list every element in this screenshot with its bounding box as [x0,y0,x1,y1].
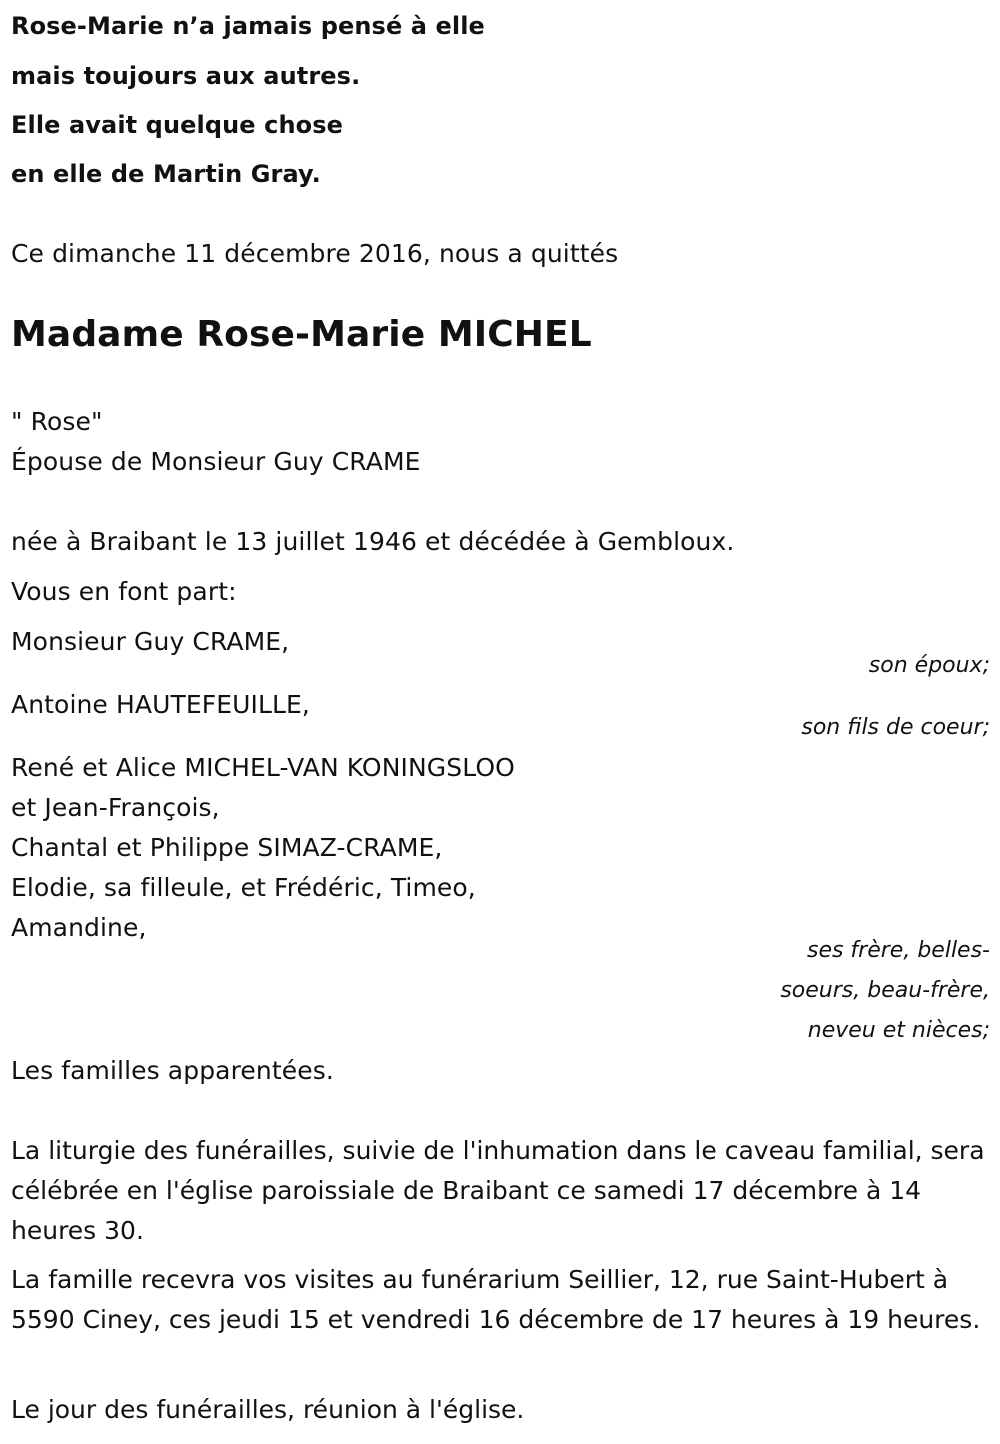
family-name: Elodie, sa filleule, et Frédéric, Timeo, [11,873,476,902]
family-role: son fils de coeur; [801,715,990,740]
quote-line-3: Elle avait quelque chose [11,111,344,139]
deceased-name: Madame Rose-Marie MICHEL [11,314,592,355]
family-name: René et Alice MICHEL-VAN KONINGSLOO [11,753,515,782]
quote-line-4: en elle de Martin Gray. [11,160,321,188]
family-role: neveu et nièces; [807,1018,990,1043]
visits-paragraph: La famille recevra vos visites au funérarium Seillier, 12, rue Saint-Hubert à 5590 Ciney, ces jeudi 15 et vendredi 16 décembre de 17 heures à 19 heures. [11,1265,981,1334]
quote-line-2: mais toujours aux autres. [11,62,361,90]
family-name: Monsieur Guy CRAME, [11,627,290,656]
announcement: Ce dimanche 11 décembre 2016, nous a quittés [11,239,619,268]
quote-line-1: Rose-Marie n’a jamais pensé à elle [11,12,485,40]
family-role: son époux; [868,653,990,678]
meeting-paragraph: Le jour des funérailles, réunion à l'église. [11,1395,525,1424]
family-name: Amandine, [11,913,147,942]
family-name: et Jean-François, [11,793,220,822]
family-closing: Les familles apparentées. [11,1056,334,1085]
deceased-nickname: " Rose" [11,407,103,436]
family-intro: Vous en font part: [11,577,237,606]
family-name: Chantal et Philippe SIMAZ-CRAME, [11,833,443,862]
family-role: ses frère, belles- [806,938,990,963]
family-name: Antoine HAUTEFEUILLE, [11,690,310,719]
spouse-line: Épouse de Monsieur Guy CRAME [11,447,421,476]
family-role: soeurs, beau-frère, [780,978,990,1003]
liturgy-paragraph: La liturgie des funérailles, suivie de l'inhumation dans le caveau familial, sera célébrée en l'église paroissiale de Braibant ce samedi 17 décembre à 14 heures 30. [11,1136,985,1245]
birth-death-line: née à Braibant le 13 juillet 1946 et décédée à Gembloux. [11,527,735,556]
